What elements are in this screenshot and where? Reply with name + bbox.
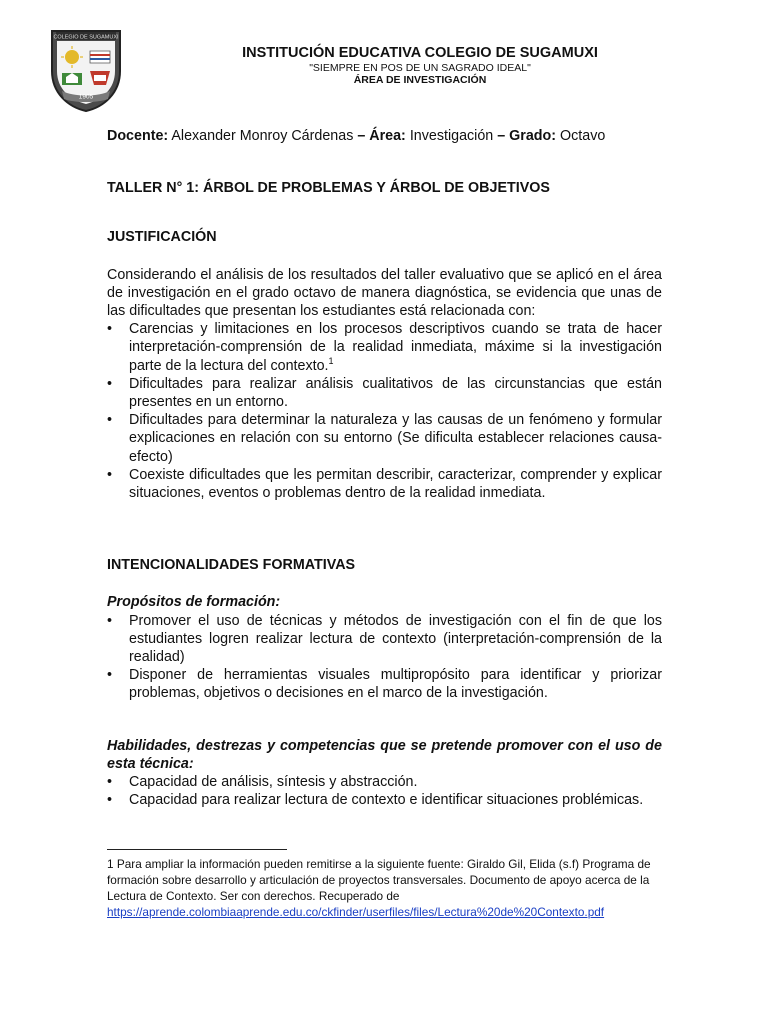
grado-label: Grado: [509,128,557,144]
footnote-divider [107,849,287,850]
document-header [150,44,690,86]
habilidades-list [107,773,662,809]
area-title: ÁREA DE INVESTIGACIÓN [353,74,487,86]
meta-separator: – [493,128,510,144]
list-item: • Capacidad de análisis, síntesis y abstracción. [107,773,662,791]
school-name: INSTITUCIÓN EDUCATIVA COLEGIO DE SUGAMUXI [242,45,598,61]
school-motto: "SIEMPRE EN POS DE UN SAGRADO IDEAL" [309,62,531,74]
justificacion-intro: Considerando el análisis de los resultados del taller evaluativo que se aplicó en el área de investigación en el grado octavo de manera diagnóstica, se evidencia que unas de las dificultades que presentan los estudiantes está relacionada con: [107,266,662,320]
area-value: Investigación [409,128,494,144]
meta-separator: – [353,128,370,144]
list-item: • Capacidad para realizar lectura de contexto e identificar situaciones problémicas. [107,791,662,809]
list-item: • Coexiste dificultades que les permitan describir, caracterizar, comprender y explicar situaciones, eventos o problemas dentro de la realidad inmediata. [107,466,662,502]
footnote-mark: 1 [107,857,114,871]
justificacion-heading: JUSTIFICACIÓN [107,229,217,246]
document-title: TALLER N° 1: ÁRBOL DE PROBLEMAS Y ÁRBOL DE OBJETIVOS [107,180,550,197]
crest-banner-text: COLEGIO DE SUGAMUXI [53,34,119,41]
school-crest-logo [48,27,124,113]
propositos-heading: Propósitos de formación: [107,594,281,611]
propositos-list [107,612,662,703]
list-item: • Promover el uso de técnicas y métodos de investigación con el fin de que los estudiantes logren realizar lectura de contexto (interpretación-comprensión de la realidad) [107,612,662,667]
document-body [107,127,662,809]
footnote-reference[interactable]: 1 [328,355,334,366]
habilidades-heading: Habilidades, destrezas y competencias que se pretende promover con el uso de esta técnica: [107,737,662,772]
footnote-text: Para ampliar la información pueden remitirse a la siguiente fuente: Giraldo Gil, Elida (s.f) Programa de formación sobre desarrollo y articulación de proyectos transversales. Documento de apoyo acerca de la Lectura de Contexto. Ser con derechos. Recuperado de [107,857,651,903]
grado-value: Octavo [560,128,606,144]
intencionalidades-heading: INTENCIONALIDADES FORMATIVAS [107,557,356,574]
docente-name: Alexander Monroy Cárdenas [171,128,354,144]
crest-year-text: 1905 [78,93,94,101]
docente-label: Docente: [107,128,169,144]
meta-line [107,127,662,145]
list-item: • Dificultades para realizar análisis cualitativos de las circunstancias que están presentes en un entorno. [107,375,662,411]
list-item: • Disponer de herramientas visuales multipropósito para identificar y priorizar problemas, objetivos o decisiones en el marco de la investigación. [107,666,662,702]
list-item: • Dificultades para determinar la naturaleza y las causas de un fenómeno y formular explicaciones en relación con su entorno (Se dificulta establecer relaciones causa-efecto) [107,411,662,466]
footnote-link[interactable]: https://aprende.colombiaaprende.edu.co/ckfinder/userfiles/files/Lectura%20de%20Contexto.pdf [107,905,605,919]
list-item: • Carencias y limitaciones en los procesos descriptivos cuando se trata de hacer interpretación-comprensión de la realidad inmediata, máxime si la investigación parte de la lectura del contexto.$^1$ [107,320,662,375]
footnote [107,856,667,920]
justificacion-list [107,320,662,502]
area-label: Área: [369,128,406,144]
